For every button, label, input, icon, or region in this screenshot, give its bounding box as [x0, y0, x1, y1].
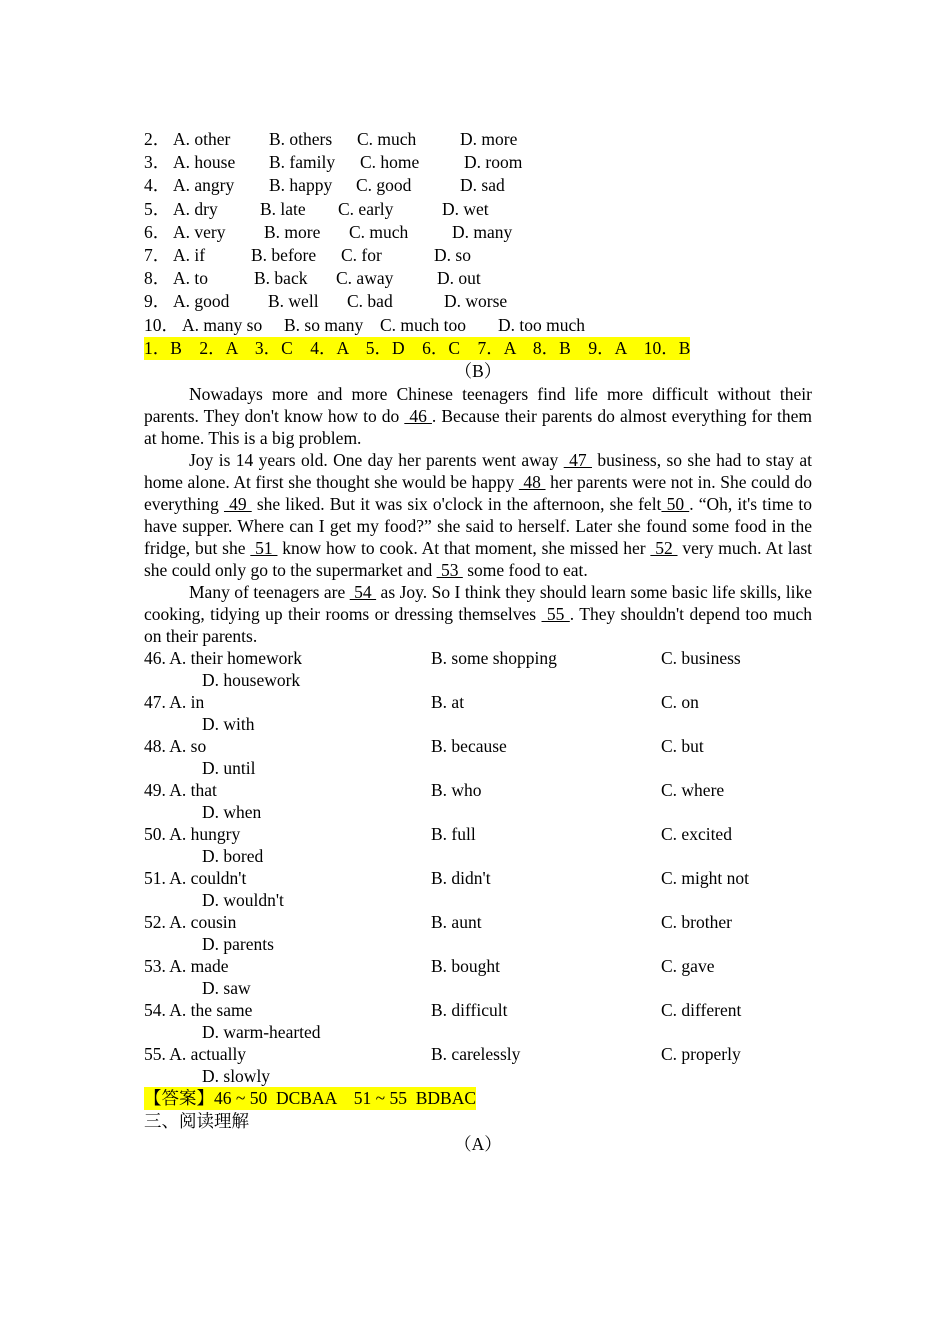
option-row-4: [144, 174, 812, 197]
option-c: C. on: [661, 692, 699, 713]
passage-text: . Because their parents do almost everything for them at home. This is a big problem.: [144, 406, 812, 449]
part-a-options: [144, 128, 812, 337]
option-row-2: [144, 128, 812, 151]
option-b: B. at: [431, 692, 465, 713]
passage-text: business, so she had to stay at home alone. At first she thought she would be happy: [144, 450, 813, 493]
option-d: D. when: [202, 802, 262, 823]
option-b: B. some shopping: [431, 648, 557, 669]
option-d: D. room: [464, 152, 523, 173]
option-a: 47. A. in: [144, 692, 205, 713]
option-c: C. for: [341, 244, 382, 265]
option-a: 54. A. the same: [144, 1000, 253, 1021]
option-a: A. angry: [173, 175, 235, 196]
option-c: C. properly: [661, 1044, 741, 1065]
option-b: B. family: [269, 152, 336, 173]
option-d: D. sad: [460, 175, 505, 196]
passage-paragraph-3: [144, 581, 812, 647]
passage-text: Joy is 14 years old. One day her parents went away: [189, 450, 564, 471]
option-a: A. many so: [182, 314, 263, 335]
option-d: D. warm-hearted: [202, 1022, 321, 1043]
blank-53: 53: [436, 560, 463, 581]
option-c: C. but: [661, 736, 704, 757]
option-c: C. might not: [661, 868, 749, 889]
option-c: C. gave: [661, 956, 715, 977]
blank-52: 52: [650, 538, 678, 559]
option-row-9: [144, 290, 812, 313]
option-row-8: [144, 267, 812, 290]
passage-text: know how to cook. At that moment, she missed her: [277, 538, 651, 559]
option-d: D. too much: [498, 314, 586, 335]
option-d: D. slowly: [202, 1066, 271, 1087]
option-a: 55. A. actually: [144, 1044, 247, 1065]
blank-49: 49: [223, 494, 252, 515]
option-row-6: [144, 221, 812, 244]
option-row-10: [144, 314, 812, 337]
blank-54: 54: [349, 582, 377, 603]
option-c: C. good: [356, 175, 412, 196]
option-c: C. bad: [347, 291, 393, 312]
passage-text: some food to eat.: [462, 560, 588, 581]
option-row-49: [144, 779, 812, 801]
option-row-50: [144, 823, 812, 845]
option-b: B. more: [264, 221, 321, 242]
option-row-7: [144, 244, 812, 267]
option-b: B. difficult: [431, 1000, 508, 1021]
option-b: B. so many: [284, 314, 364, 335]
document-content: [144, 128, 812, 1157]
option-c: C. home: [360, 152, 420, 173]
option-c: C. away: [336, 268, 394, 289]
question-number: 3．: [144, 152, 171, 173]
option-d: D. until: [202, 758, 256, 779]
option-a: 46. A. their homework: [144, 648, 302, 669]
option-c: C. business: [661, 648, 741, 669]
option-row-5: [144, 198, 812, 221]
option-row-51: [144, 867, 812, 889]
option-c: C. early: [338, 198, 394, 219]
option-b: B. didn't: [431, 868, 491, 889]
option-b: B. before: [251, 244, 317, 265]
passage-text: . “Oh, it's time to have supper. Where can I get my food?” she said to herself. Later she found some food in the fridge, but she: [144, 494, 812, 559]
part-b-answer-key: 【答案】46 ~ 50 DCBAA 51 ~ 55 BDBAC: [144, 1087, 476, 1110]
question-number: 4．: [144, 175, 171, 196]
option-a: 49. A. that: [144, 780, 217, 801]
option-d: D. worse: [444, 291, 508, 312]
option-b: B. carelessly: [431, 1044, 521, 1065]
blank-48: 48: [518, 472, 546, 493]
option-b: B. full: [431, 824, 476, 845]
passage-paragraph-1: [144, 383, 812, 449]
question-number: 6．: [144, 221, 171, 242]
option-a: A. very: [173, 221, 226, 242]
option-c: C. excited: [661, 824, 732, 845]
option-row-53: [144, 955, 812, 977]
passage-text: Many of teenagers are: [189, 582, 350, 603]
option-b: B. well: [268, 291, 319, 312]
passage-text: very much. At last she could only go to the supermarket and: [144, 538, 813, 581]
question-number: 2．: [144, 129, 171, 149]
blank-51: 51: [250, 538, 278, 559]
section-b-title: （B）: [454, 360, 502, 381]
option-d: D. so: [434, 244, 471, 265]
blank-50: 50: [661, 494, 690, 515]
option-b: B. late: [260, 198, 306, 219]
option-c: C. brother: [661, 912, 732, 933]
passage-text: Nowadays more and more Chinese teenagers find life more difficult without their parents. They don't know how to do: [144, 384, 812, 427]
blank-55: 55: [541, 604, 570, 625]
option-row-55: [144, 1043, 812, 1065]
option-a: 50. A. hungry: [144, 824, 241, 845]
part-b-options: [144, 647, 812, 1087]
passage-text: . They shouldn't depend too much on their parents.: [144, 604, 813, 647]
question-number: 7．: [144, 244, 171, 265]
option-a: 48. A. so: [144, 736, 207, 757]
option-row-47: [144, 691, 812, 713]
option-a: 53. A. made: [144, 956, 229, 977]
option-b: B. happy: [269, 175, 333, 196]
option-d: D. parents: [202, 934, 274, 955]
option-b: B. aunt: [431, 912, 482, 933]
option-d: D. housework: [202, 670, 301, 691]
option-c: C. much: [349, 221, 409, 242]
section-three-subtitle: （A）: [454, 1134, 502, 1155]
option-b: B. bought: [431, 956, 501, 977]
option-a: A. other: [173, 129, 231, 149]
option-a: A. to: [173, 268, 208, 289]
option-a: A. house: [173, 152, 236, 173]
passage-text: she liked. But it was six o'clock in the afternoon, she felt: [251, 494, 662, 515]
option-row-52: [144, 911, 812, 933]
option-d: D. out: [437, 268, 481, 289]
option-a: A. dry: [173, 198, 218, 219]
question-number: 5．: [144, 198, 171, 219]
option-d: D. bored: [202, 846, 264, 867]
section-three-title: 三、阅读理解: [144, 1111, 249, 1132]
option-a: 52. A. cousin: [144, 912, 237, 933]
part-a-answer-key: 1．B 2．A 3．C 4．A 5．D 6．C 7．A 8．B 9．A 10．B: [144, 337, 690, 360]
option-c: C. much: [357, 129, 417, 149]
option-d: D. many: [452, 221, 513, 242]
passage-text: as Joy. So I think they should learn some basic life skills, like cooking, tidying up their rooms or dressing themselves: [144, 582, 813, 625]
question-number: 10．: [144, 314, 179, 335]
option-b: B. others: [269, 129, 333, 149]
option-c: C. much too: [380, 314, 467, 335]
option-row-54: [144, 999, 812, 1021]
question-number: 9．: [144, 291, 171, 312]
blank-47: 47: [563, 450, 592, 471]
option-b: B. back: [254, 268, 308, 289]
option-row-48: [144, 735, 812, 757]
option-b: B. who: [431, 780, 482, 801]
option-d: D. wouldn't: [202, 890, 284, 911]
option-row-46: [144, 647, 812, 669]
option-d: D. with: [202, 714, 255, 735]
question-number: 8．: [144, 268, 171, 289]
blank-46: 46: [404, 406, 432, 427]
option-b: B. because: [431, 736, 507, 757]
option-row-3: [144, 151, 812, 174]
passage-text: her parents were not in. She could do everything: [144, 472, 813, 515]
option-c: C. different: [661, 1000, 742, 1021]
option-c: C. where: [661, 780, 725, 801]
passage-paragraph-2: [144, 449, 812, 581]
option-d: D. more: [460, 129, 518, 149]
passage: [144, 383, 812, 647]
option-a: A. if: [173, 244, 206, 265]
option-d: D. saw: [202, 978, 251, 999]
option-a: 51. A. couldn't: [144, 868, 247, 889]
option-d: D. wet: [442, 198, 489, 219]
option-a: A. good: [173, 291, 230, 312]
